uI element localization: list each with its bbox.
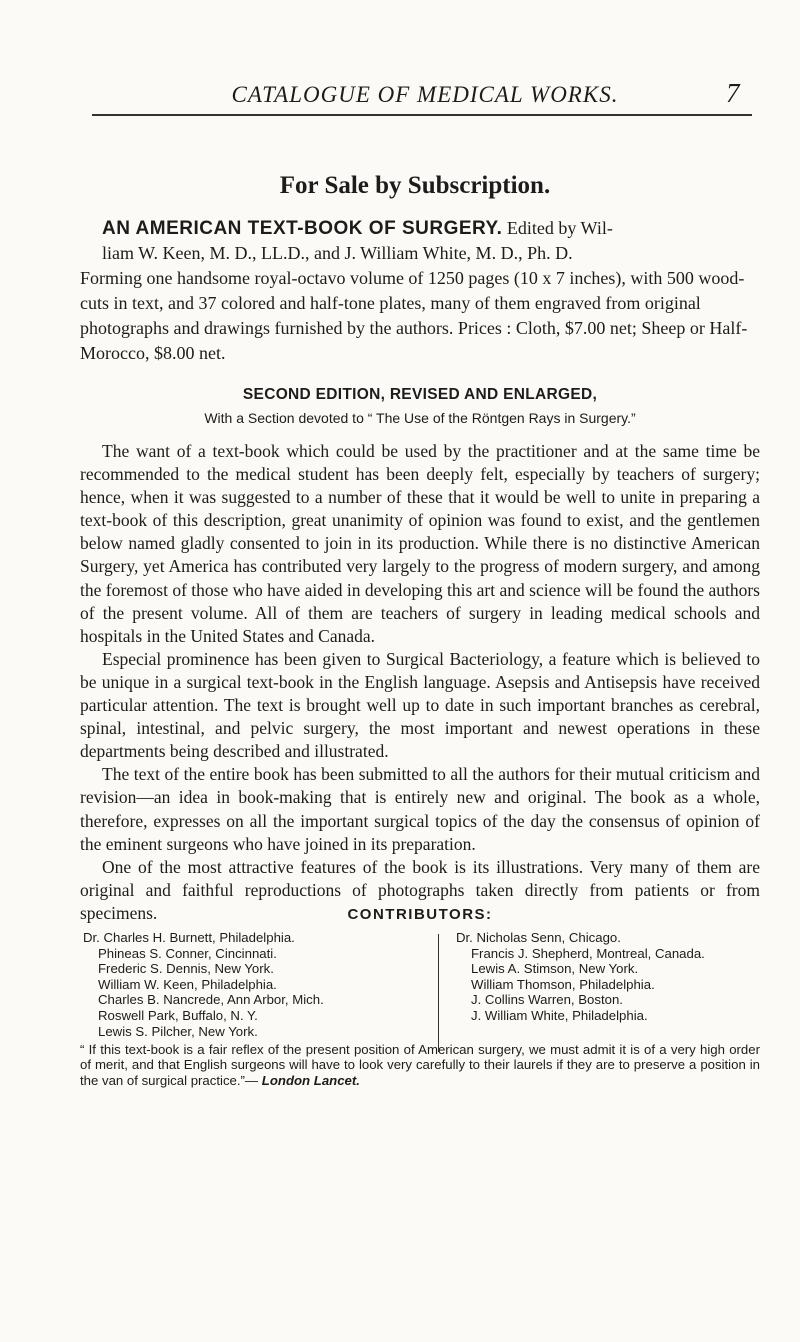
paragraph: One of the most attractive features of the book is its illustrations. Very many of them are original and faithful reproductions of photographs taken directly from patients or from specimens.: [80, 856, 760, 923]
contributor: Francis J. Shepherd, Montreal, Canada.: [471, 945, 705, 961]
edition-title: SECOND EDITION, REVISED AND ENLARGED,: [242, 386, 598, 403]
book-title-line: [80, 216, 760, 241]
contributor: Phineas S. Conner, Cincinnati.: [98, 945, 277, 961]
running-title: CATALOGUE OF MEDICAL WORKS.: [231, 82, 619, 107]
description-body: [80, 438, 760, 925]
section-title: For Sale by Subscription.: [279, 172, 551, 199]
review-quote: [80, 1042, 760, 1088]
book-description: Forming one handsome royal-octavo volume of 1250 pages (10 x 7 inches), with 500 wood-cuts in text, and 37 colored and half-tone plates, many of them engraved from original photographs and drawings furnished by the authors. Prices : Cloth, $7.00 net; Sheep or Half-Morocco, $8.00 net.: [80, 268, 748, 363]
contributors-left-column: [83, 930, 428, 1039]
contributor: Dr. Nicholas Senn, Chicago.: [456, 930, 621, 945]
quote-text: “ If this text-book is a fair reflex of the present position of American surgery, we must admit it is of a very high order of merit, and that English surgeons will have to look very carefully to their laurels if they are to preserve a position in the van of surgical practice.”—: [80, 1042, 760, 1088]
contributors-right-column: [456, 930, 776, 1024]
contributors-heading: CONTRIBUTORS:: [347, 906, 493, 923]
paragraph: The want of a text-book which could be used by the practitioner and at the same time be recommended to the medical student has been deeply felt, especially by teachers of surgery; hence, when it was suggested to a number of these that it would be well to unite in preparing a text-book of this description, great unanimity of opinion was found to exist, and the gentlemen below named gladly consented to join in its production. While there is no distinctive American Surgery, yet America has contributed very largely to the progress of modern surgery, and among the foremost of those who have aided in developing this art and science will be found the authors of the present volume. All of them are teachers of surgery in leading medical schools and hospitals in the United States and Canada.: [80, 441, 760, 646]
contributor: William W. Keen, Philadelphia.: [98, 976, 277, 992]
contributor: Lewis S. Pilcher, New York.: [98, 1023, 258, 1039]
paragraph: Especial prominence has been given to Surgical Bacteriology, a feature which is believed to be unique in a surgical text-book in the English language. Asepsis and Antisepsis have received particular attention. The text is brought well up to date in such important branches as cerebral, spinal, intestinal, and pelvic surgery, the most important and newest operations in these departments being described and illustrated.: [80, 648, 760, 762]
column-divider: [438, 934, 439, 1052]
contributor: J. William White, Philadelphia.: [471, 1007, 648, 1023]
header-rule: [92, 114, 752, 116]
paragraph: The text of the entire book has been submitted to all the authors for their mutual criticism and revision—an idea in book-making that is entirely new and original. The book as a whole, therefore, expresses on all the important surgical topics of the day the consensus of opinion of the eminent surgeons who have joined in its preparation.: [80, 764, 760, 854]
contributor: William Thomson, Philadelphia.: [471, 976, 655, 992]
book-entry: [80, 216, 760, 366]
edition-subtitle: With a Section devoted to “ The Use of the Röntgen Rays in Surgery.”: [204, 410, 636, 426]
book-editors: liam W. Keen, M. D., LL.D., and J. William White, M. D., Ph. D.: [102, 243, 573, 263]
contributor: Dr. Charles H. Burnett, Philadelphia.: [83, 930, 295, 945]
quote-source: London Lancet.: [261, 1072, 360, 1088]
contributor: Charles B. Nancrede, Ann Arbor, Mich.: [98, 992, 324, 1008]
contributor: J. Collins Warren, Boston.: [471, 992, 623, 1008]
book-title: AN AMERICAN TEXT-BOOK OF SURGERY.: [102, 218, 503, 239]
book-editors-start: Edited by Wil-: [502, 218, 613, 238]
contributor: Lewis A. Stimson, New York.: [471, 961, 639, 977]
page-number: 7: [726, 78, 740, 108]
contributor: Frederic S. Dennis, New York.: [98, 961, 274, 977]
contributor: Roswell Park, Buffalo, N. Y.: [98, 1007, 258, 1023]
